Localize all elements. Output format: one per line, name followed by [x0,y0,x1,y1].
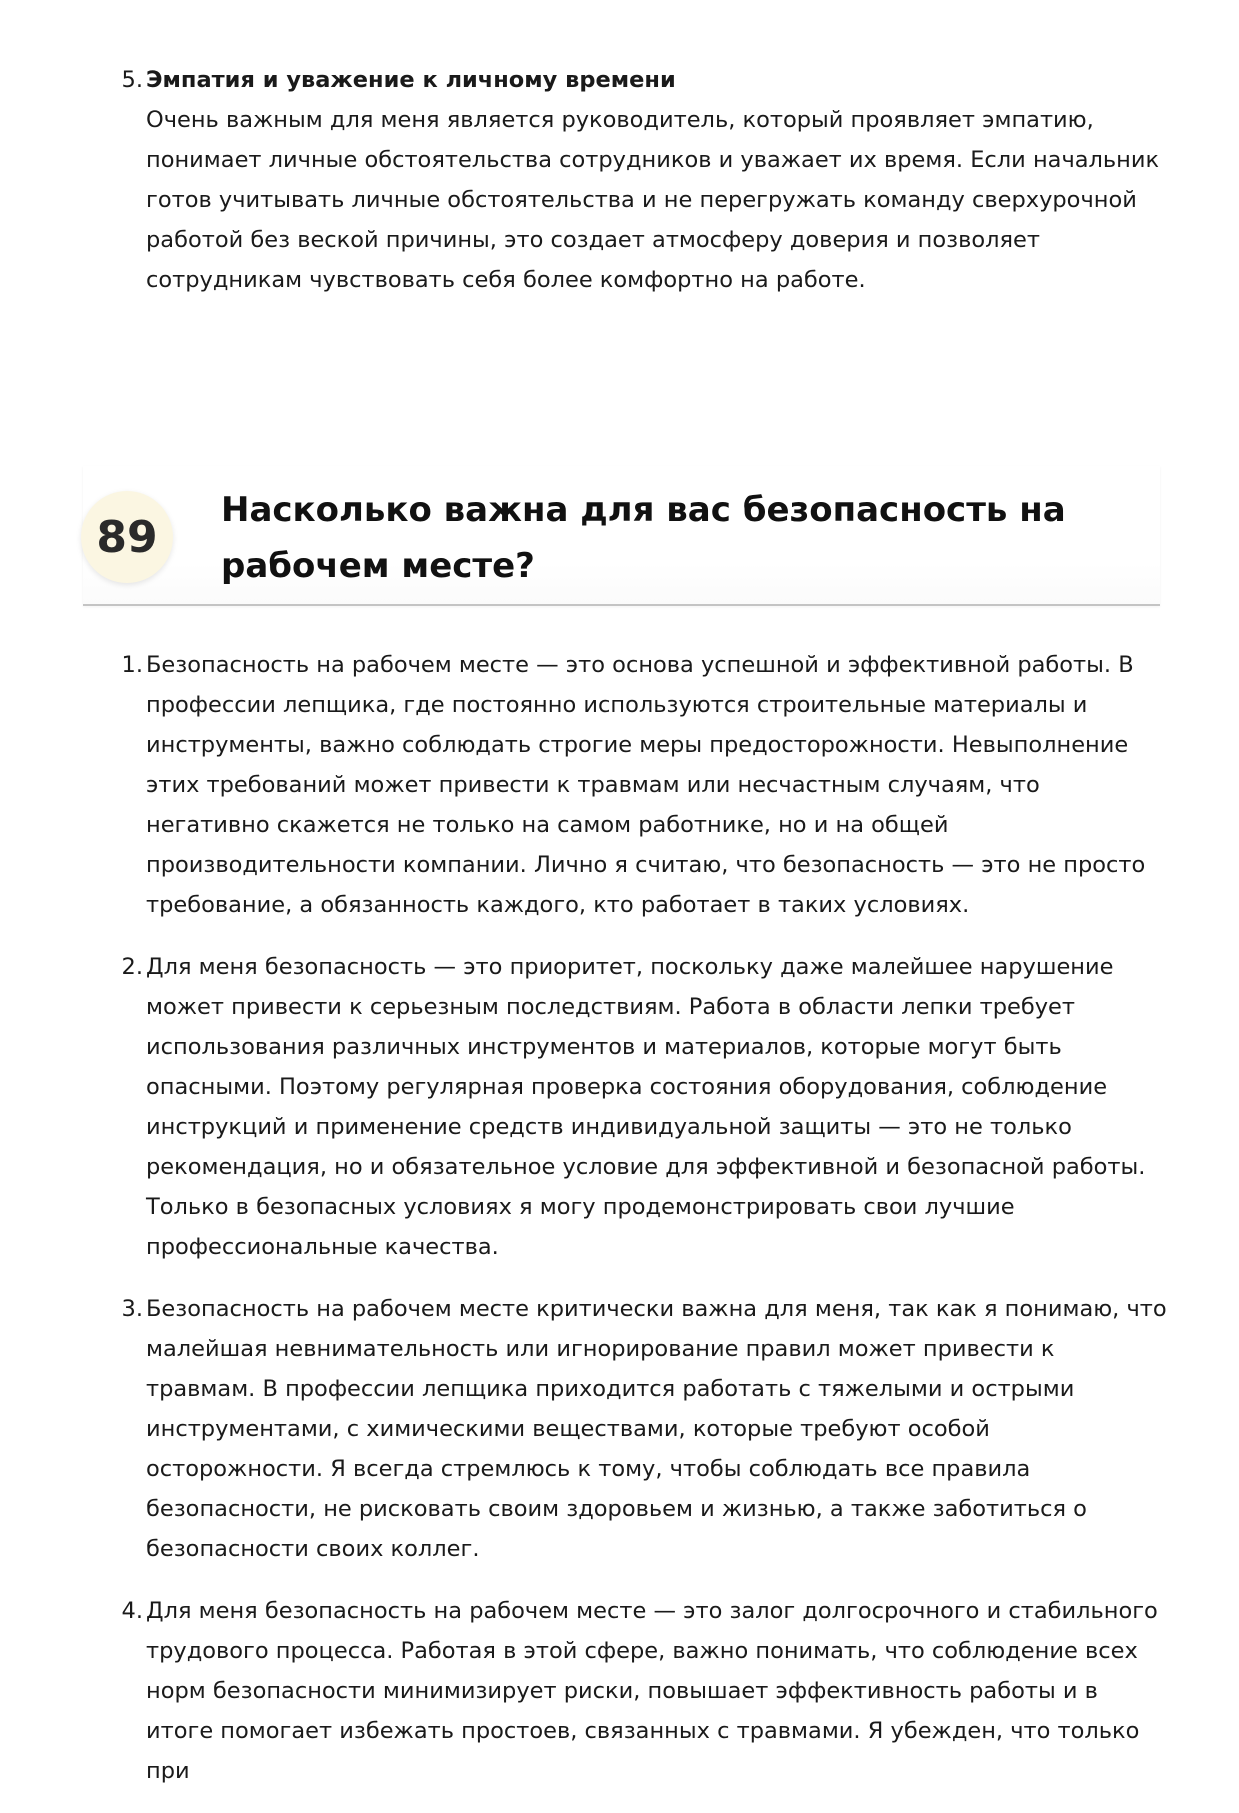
answer-text: Для меня безопасность на рабочем месте — это залог долгосрочного и стабильного трудового процесса. Работая в этой сфере, важно понимать, что соблюдение всех норм безопасности минимизирует риски, повышает эффективность работы и в итоге помогает избежать простоев, связанных с травмами. Я убежден, что только при [146,1598,1158,1784]
list-item-previous [117,60,1167,300]
question-number-badge: 89 [81,491,173,583]
answer-item [117,1591,1167,1791]
answer-item [117,645,1167,925]
list-item-text: Очень важным для меня является руководитель, который проявляет эмпатию, понимает личные обстоятельства сотрудников и уважает их время. Если начальник готов учитывать личные обстоятельства и не перегружать команду сверхурочной работой без веской причины, это создает атмосферу доверия и позволяет сотрудникам чувствовать себя более комфортно на работе. [146,107,1160,293]
answer-text: Безопасность на рабочем месте — это основа успешной и эффективной работы. В профессии лепщика, где постоянно используются строительные материалы и инструменты, важно соблюдать строгие меры предосторожности. Невыполнение этих требований может привести к травмам или несчастным случаям, что негативно скажется не только на самом работнике, но и на общей производительности компании. Лично я считаю, что безопасность — это не просто требование, а обязанность каждого, кто работает в таких условиях. [146,652,1146,918]
answer-item [117,947,1167,1267]
question-title: Насколько важна для вас безопасность на рабочем месте? [221,490,1066,586]
answer-number: 4. [121,1598,143,1624]
answer-number: 2. [121,954,143,980]
list-item-number: 5. [121,67,143,93]
list-item-body [146,60,1167,300]
answer-text: Для меня безопасность — это приоритет, поскольку даже малейшее нарушение может привести к серьезным последствиям. Работа в области лепки требует использования различных инструментов и материалов, которые могут быть опасными. Поэтому регулярная проверка состояния оборудования, соблюдение инструкций и применение средств индивидуальной защиты — это не только рекомендация, но и обязательное условие для эффективной и безопасной работы. Только в безопасных условиях я могу продемонстрировать свои лучшие профессиональные качества. [146,954,1146,1260]
question-header [83,466,1160,606]
list-item-title: Эмпатия и уважение к личному времени [146,67,676,93]
answer-number: 3. [121,1296,143,1322]
answer-list [117,645,1167,1813]
answer-item [117,1289,1167,1569]
answer-number: 1. [121,652,143,678]
answer-text: Безопасность на рабочем месте критически важна для меня, так как я понимаю, что малейшая невнимательность или игнорирование правил может привести к травмам. В профессии лепщика приходится работать с тяжелыми и острыми инструментами, с химическими веществами, которые требуют особой осторожности. Я всегда стремлюсь к тому, чтобы соблюдать все правила безопасности, не рисковать своим здоровьем и жизнью, а также заботиться о безопасности своих коллег. [146,1296,1167,1562]
